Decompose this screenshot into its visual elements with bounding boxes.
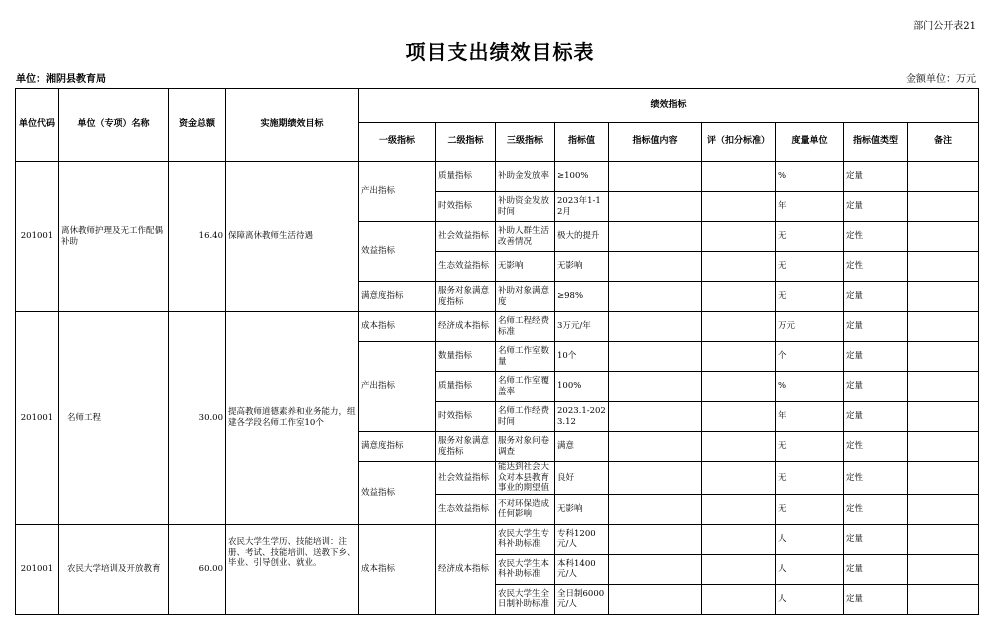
value-content-cell <box>609 402 702 432</box>
unit-cell: 无 <box>776 432 844 462</box>
value-content-cell <box>609 162 702 192</box>
col-scoring: 评（扣分标准） <box>702 123 776 162</box>
level1-cell: 效益指标 <box>359 462 436 525</box>
unit-cell: 无 <box>776 252 844 282</box>
col-goal: 实施期绩效目标 <box>226 89 359 162</box>
value-cell: 3万元/年 <box>555 312 609 342</box>
value-content-cell <box>609 372 702 402</box>
level3-cell: 补助资金发放时间 <box>496 192 555 222</box>
scoring-cell <box>702 494 776 524</box>
project-amount: 60.00 <box>169 524 226 614</box>
level2-cell: 服务对象满意度指标 <box>436 282 496 312</box>
level1-cell: 满意度指标 <box>359 282 436 312</box>
level2-cell: 生态效益指标 <box>436 252 496 282</box>
value-cell: 极大的提升 <box>555 222 609 252</box>
remark-cell <box>908 432 979 462</box>
type-cell: 定性 <box>844 462 908 495</box>
value-cell: 全日制6000元/人 <box>555 584 609 614</box>
project-goal: 农民大学生学历、技能培训：注册、考试、技能培训、送教下乡、毕业、引导创业、就业。 <box>226 524 359 614</box>
money-unit-label: 金额单位：万元 <box>906 74 976 85</box>
remark-cell <box>908 372 979 402</box>
unit-cell: 无 <box>776 222 844 252</box>
type-cell: 定量 <box>844 162 908 192</box>
value-cell: ≥98% <box>555 282 609 312</box>
remark-cell <box>908 462 979 495</box>
scoring-cell <box>702 162 776 192</box>
remark-cell <box>908 584 979 614</box>
value-content-cell <box>609 192 702 222</box>
page-title: 项目支出绩效目标表 <box>405 40 595 64</box>
level3-cell: 服务对象问卷调查 <box>496 432 555 462</box>
remark-cell <box>908 162 979 192</box>
level3-cell: 补助人群生活改善情况 <box>496 222 555 252</box>
level2-cell: 质量指标 <box>436 162 496 192</box>
level3-cell: 农民大学生本科补助标准 <box>496 554 555 584</box>
level3-cell: 补助对象满意度 <box>496 282 555 312</box>
value-cell: 2023.1-2023.12 <box>555 402 609 432</box>
type-cell: 定性 <box>844 432 908 462</box>
project-amount: 16.40 <box>169 162 226 312</box>
col-measure-unit: 度量单位 <box>776 123 844 162</box>
level2-cell: 质量指标 <box>436 372 496 402</box>
level2-cell: 经济成本指标 <box>436 524 496 614</box>
unit-cell: 无 <box>776 494 844 524</box>
level2-cell: 数量指标 <box>436 342 496 372</box>
scoring-cell <box>702 342 776 372</box>
level1-cell: 成本指标 <box>359 312 436 342</box>
project-goal: 提高教师道德素养和业务能力，组建各学段名师工作室10个 <box>226 312 359 525</box>
type-cell: 定性 <box>844 222 908 252</box>
value-cell: 无影响 <box>555 494 609 524</box>
scoring-cell <box>702 584 776 614</box>
value-content-cell <box>609 342 702 372</box>
unit-cell: 人 <box>776 524 844 554</box>
value-cell: 本科1400元/人 <box>555 554 609 584</box>
value-content-cell <box>609 524 702 554</box>
scoring-cell <box>702 222 776 252</box>
level1-cell: 产出指标 <box>359 162 436 222</box>
remark-cell <box>908 524 979 554</box>
level3-cell: 能达到社会大众对本县教育事业的期望值 <box>496 462 555 495</box>
level3-cell: 农民大学生全日制补助标准 <box>496 584 555 614</box>
type-cell: 定量 <box>844 584 908 614</box>
unit-cell: % <box>776 162 844 192</box>
project-name: 离休教师护理及无工作配偶补助 <box>59 162 169 312</box>
level3-cell: 名师工作室覆盖率 <box>496 372 555 402</box>
value-cell: 良好 <box>555 462 609 495</box>
header-row-1 <box>16 89 979 123</box>
level2-cell: 经济成本指标 <box>436 312 496 342</box>
level2-cell: 社会效益指标 <box>436 222 496 252</box>
scoring-cell <box>702 252 776 282</box>
unit-cell: 无 <box>776 462 844 495</box>
project-goal: 保障离休教师生活待遇 <box>226 162 359 312</box>
level1-cell: 成本指标 <box>359 524 436 614</box>
type-cell: 定性 <box>844 252 908 282</box>
col-value-type: 指标值类型 <box>844 123 908 162</box>
remark-cell <box>908 342 979 372</box>
remark-cell <box>908 554 979 584</box>
level1-cell: 产出指标 <box>359 342 436 432</box>
col-code: 单位代码 <box>16 89 59 162</box>
type-cell: 定量 <box>844 524 908 554</box>
scoring-cell <box>702 192 776 222</box>
level2-cell: 服务对象满意度指标 <box>436 432 496 462</box>
level3-cell: 名师工作经费时间 <box>496 402 555 432</box>
remark-cell <box>908 192 979 222</box>
scoring-cell <box>702 554 776 584</box>
value-cell: 10个 <box>555 342 609 372</box>
scoring-cell <box>702 462 776 495</box>
type-cell: 定量 <box>844 312 908 342</box>
unit-cell: 年 <box>776 192 844 222</box>
type-cell: 定量 <box>844 554 908 584</box>
col-level1: 一级指标 <box>359 123 436 162</box>
level3-cell: 不对环保造成任何影响 <box>496 494 555 524</box>
level3-cell: 补助金发放率 <box>496 162 555 192</box>
level3-cell: 无影响 <box>496 252 555 282</box>
value-content-cell <box>609 462 702 495</box>
value-cell: 专科1200元/人 <box>555 524 609 554</box>
scoring-cell <box>702 524 776 554</box>
unit-label: 单位：湘阴县教育局 <box>16 74 106 85</box>
level1-cell: 效益指标 <box>359 222 436 282</box>
scoring-cell <box>702 402 776 432</box>
table-number-label: 部门公开表21 <box>913 21 976 32</box>
level3-cell: 农民大学生专科补助标准 <box>496 524 555 554</box>
unit-cell: 无 <box>776 282 844 312</box>
col-name: 单位（专项）名称 <box>59 89 169 162</box>
value-cell: 满意 <box>555 432 609 462</box>
remark-cell <box>908 222 979 252</box>
unit-cell: 人 <box>776 584 844 614</box>
project-name: 农民大学培训及开放教育 <box>59 524 169 614</box>
scoring-cell <box>702 282 776 312</box>
remark-cell <box>908 282 979 312</box>
value-content-cell <box>609 222 702 252</box>
type-cell: 定量 <box>844 342 908 372</box>
type-cell: 定量 <box>844 282 908 312</box>
unit-cell: 万元 <box>776 312 844 342</box>
value-cell: ≥100% <box>555 162 609 192</box>
value-content-cell <box>609 554 702 584</box>
col-indicators: 绩效指标 <box>359 89 979 123</box>
type-cell: 定量 <box>844 372 908 402</box>
col-level2: 二级指标 <box>436 123 496 162</box>
value-content-cell <box>609 432 702 462</box>
level3-cell: 名师工作室数量 <box>496 342 555 372</box>
remark-cell <box>908 494 979 524</box>
value-content-cell <box>609 252 702 282</box>
col-level3: 三级指标 <box>496 123 555 162</box>
project-code: 201001 <box>16 524 59 614</box>
unit-cell: 人 <box>776 554 844 584</box>
scoring-cell <box>702 372 776 402</box>
unit-cell: % <box>776 372 844 402</box>
level2-cell: 社会效益指标 <box>436 462 496 495</box>
type-cell: 定量 <box>844 192 908 222</box>
level1-cell: 满意度指标 <box>359 432 436 462</box>
level2-cell: 时效指标 <box>436 192 496 222</box>
unit-cell: 个 <box>776 342 844 372</box>
scoring-cell <box>702 312 776 342</box>
level3-cell: 名师工程经费标准 <box>496 312 555 342</box>
table-row <box>16 524 979 554</box>
value-cell: 100% <box>555 372 609 402</box>
project-name: 名师工程 <box>59 312 169 525</box>
performance-table <box>15 88 979 615</box>
table-row <box>16 312 979 342</box>
col-value: 指标值 <box>555 123 609 162</box>
col-amount: 资金总额 <box>169 89 226 162</box>
value-content-cell <box>609 494 702 524</box>
scoring-cell <box>702 432 776 462</box>
type-cell: 定性 <box>844 494 908 524</box>
value-content-cell <box>609 282 702 312</box>
level2-cell: 生态效益指标 <box>436 494 496 524</box>
remark-cell <box>908 312 979 342</box>
value-cell: 无影响 <box>555 252 609 282</box>
value-cell: 2023年1-12月 <box>555 192 609 222</box>
project-amount: 30.00 <box>169 312 226 525</box>
value-content-cell <box>609 312 702 342</box>
table-row <box>16 162 979 192</box>
level2-cell: 时效指标 <box>436 402 496 432</box>
type-cell: 定量 <box>844 402 908 432</box>
project-code: 201001 <box>16 162 59 312</box>
remark-cell <box>908 402 979 432</box>
col-value-content: 指标值内容 <box>609 123 702 162</box>
project-code: 201001 <box>16 312 59 525</box>
col-remark: 备注 <box>908 123 979 162</box>
value-content-cell <box>609 584 702 614</box>
unit-cell: 年 <box>776 402 844 432</box>
remark-cell <box>908 252 979 282</box>
